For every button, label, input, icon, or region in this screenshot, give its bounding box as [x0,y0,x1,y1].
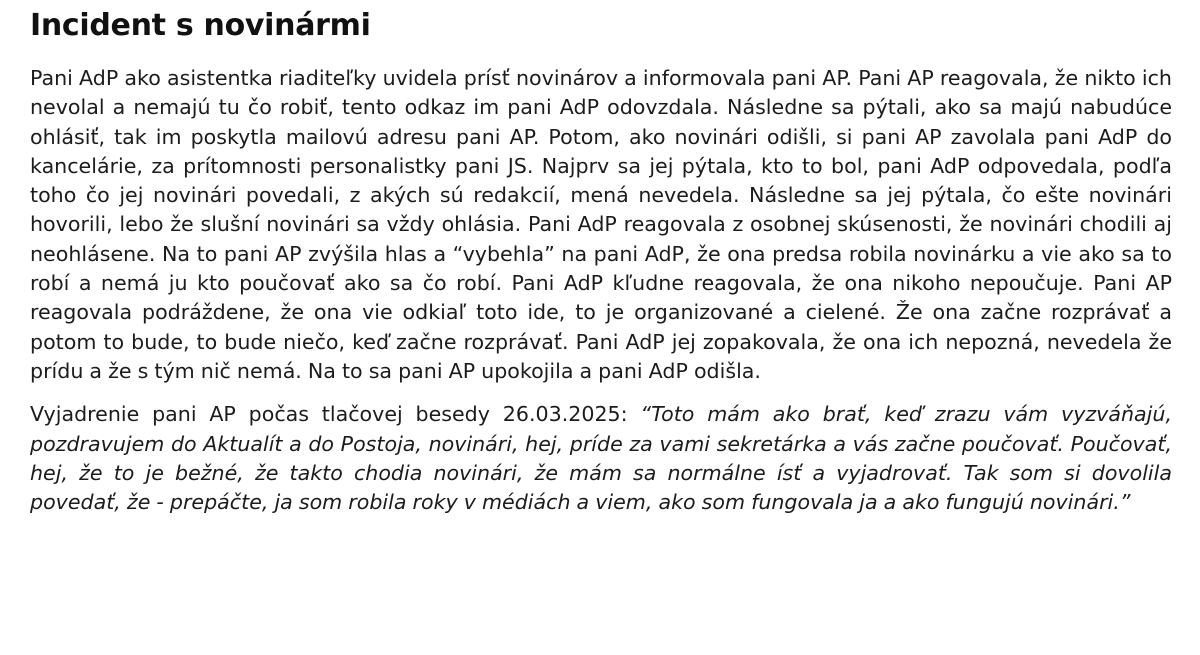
page-title: Incident s novinármi [30,8,371,43]
statement-quote: “Toto mám ako brať, keď zrazu vám vyzváňajú, pozdravujem do Aktualít a do Postoja, novinári, hej, príde za vami sekretárka a vás začne poučovať. Poučovať, hej, že to je bežné, že takto chodia novinári, že mám sa normálne ísť a vyjadrovať. Tak som si dovolila povedať, že - prepáčte, ja som robila roky v médiách a viem, ako som fungovala ja a ako fungujú novinári.” [30,402,1172,515]
incident-paragraph: Pani AdP ako asistentka riaditeľky uvidela prísť novinárov a informovala pani AP. Pani AP reagovala, že nikto ich nevolal a nemajú tu čo robiť, tento odkaz im pani AdP odovzdala. Následne sa pýtali, ako sa majú nabudúce ohlásiť, tak im poskytla mailovú adresu pani AP. Potom, ako novinári odišli, si pani AP zavolala pani AdP do kancelárie, za prítomnosti personalistky pani JS. Najprv sa jej pýtala, kto to bol, pani AdP odpovedala, podľa toho čo jej novinári povedali, z akých sú redakcií, mená nevedela. Následne sa jej pýtala, čo ešte novinári hovorili, lebo že slušní novinári sa vždy ohlásia. Pani AdP reagovala z osobnej skúsenosti, že novinári chodili aj neohlásene. Na to pani AP zvýšila hlas a “vybehla” na pani AdP, že ona predsa robila novinárku a vie ako sa to robí a nemá ju kto poučovať ako sa čo robí. Pani AdP kľudne reagovala, že ona nikoho nepoučuje. Pani AP reagovala podráždene, že ona vie odkiaľ toto ide, to je organizované a cielené. Že ona začne rozprávať a potom to bude, to bude niečo, keď začne rozprávať. Pani AdP jej zopakovala, že ona ich nepozná, nevedela že prídu a že s tým nič nemá. Na to sa pani AP upokojila a pani AdP odišla. [30,66,1172,383]
document-page [30,0,1172,517]
statement-paragraph [30,400,1172,517]
statement-intro: Vyjadrenie pani AP počas tlačovej besedy 26.03.2025: [30,402,641,427]
